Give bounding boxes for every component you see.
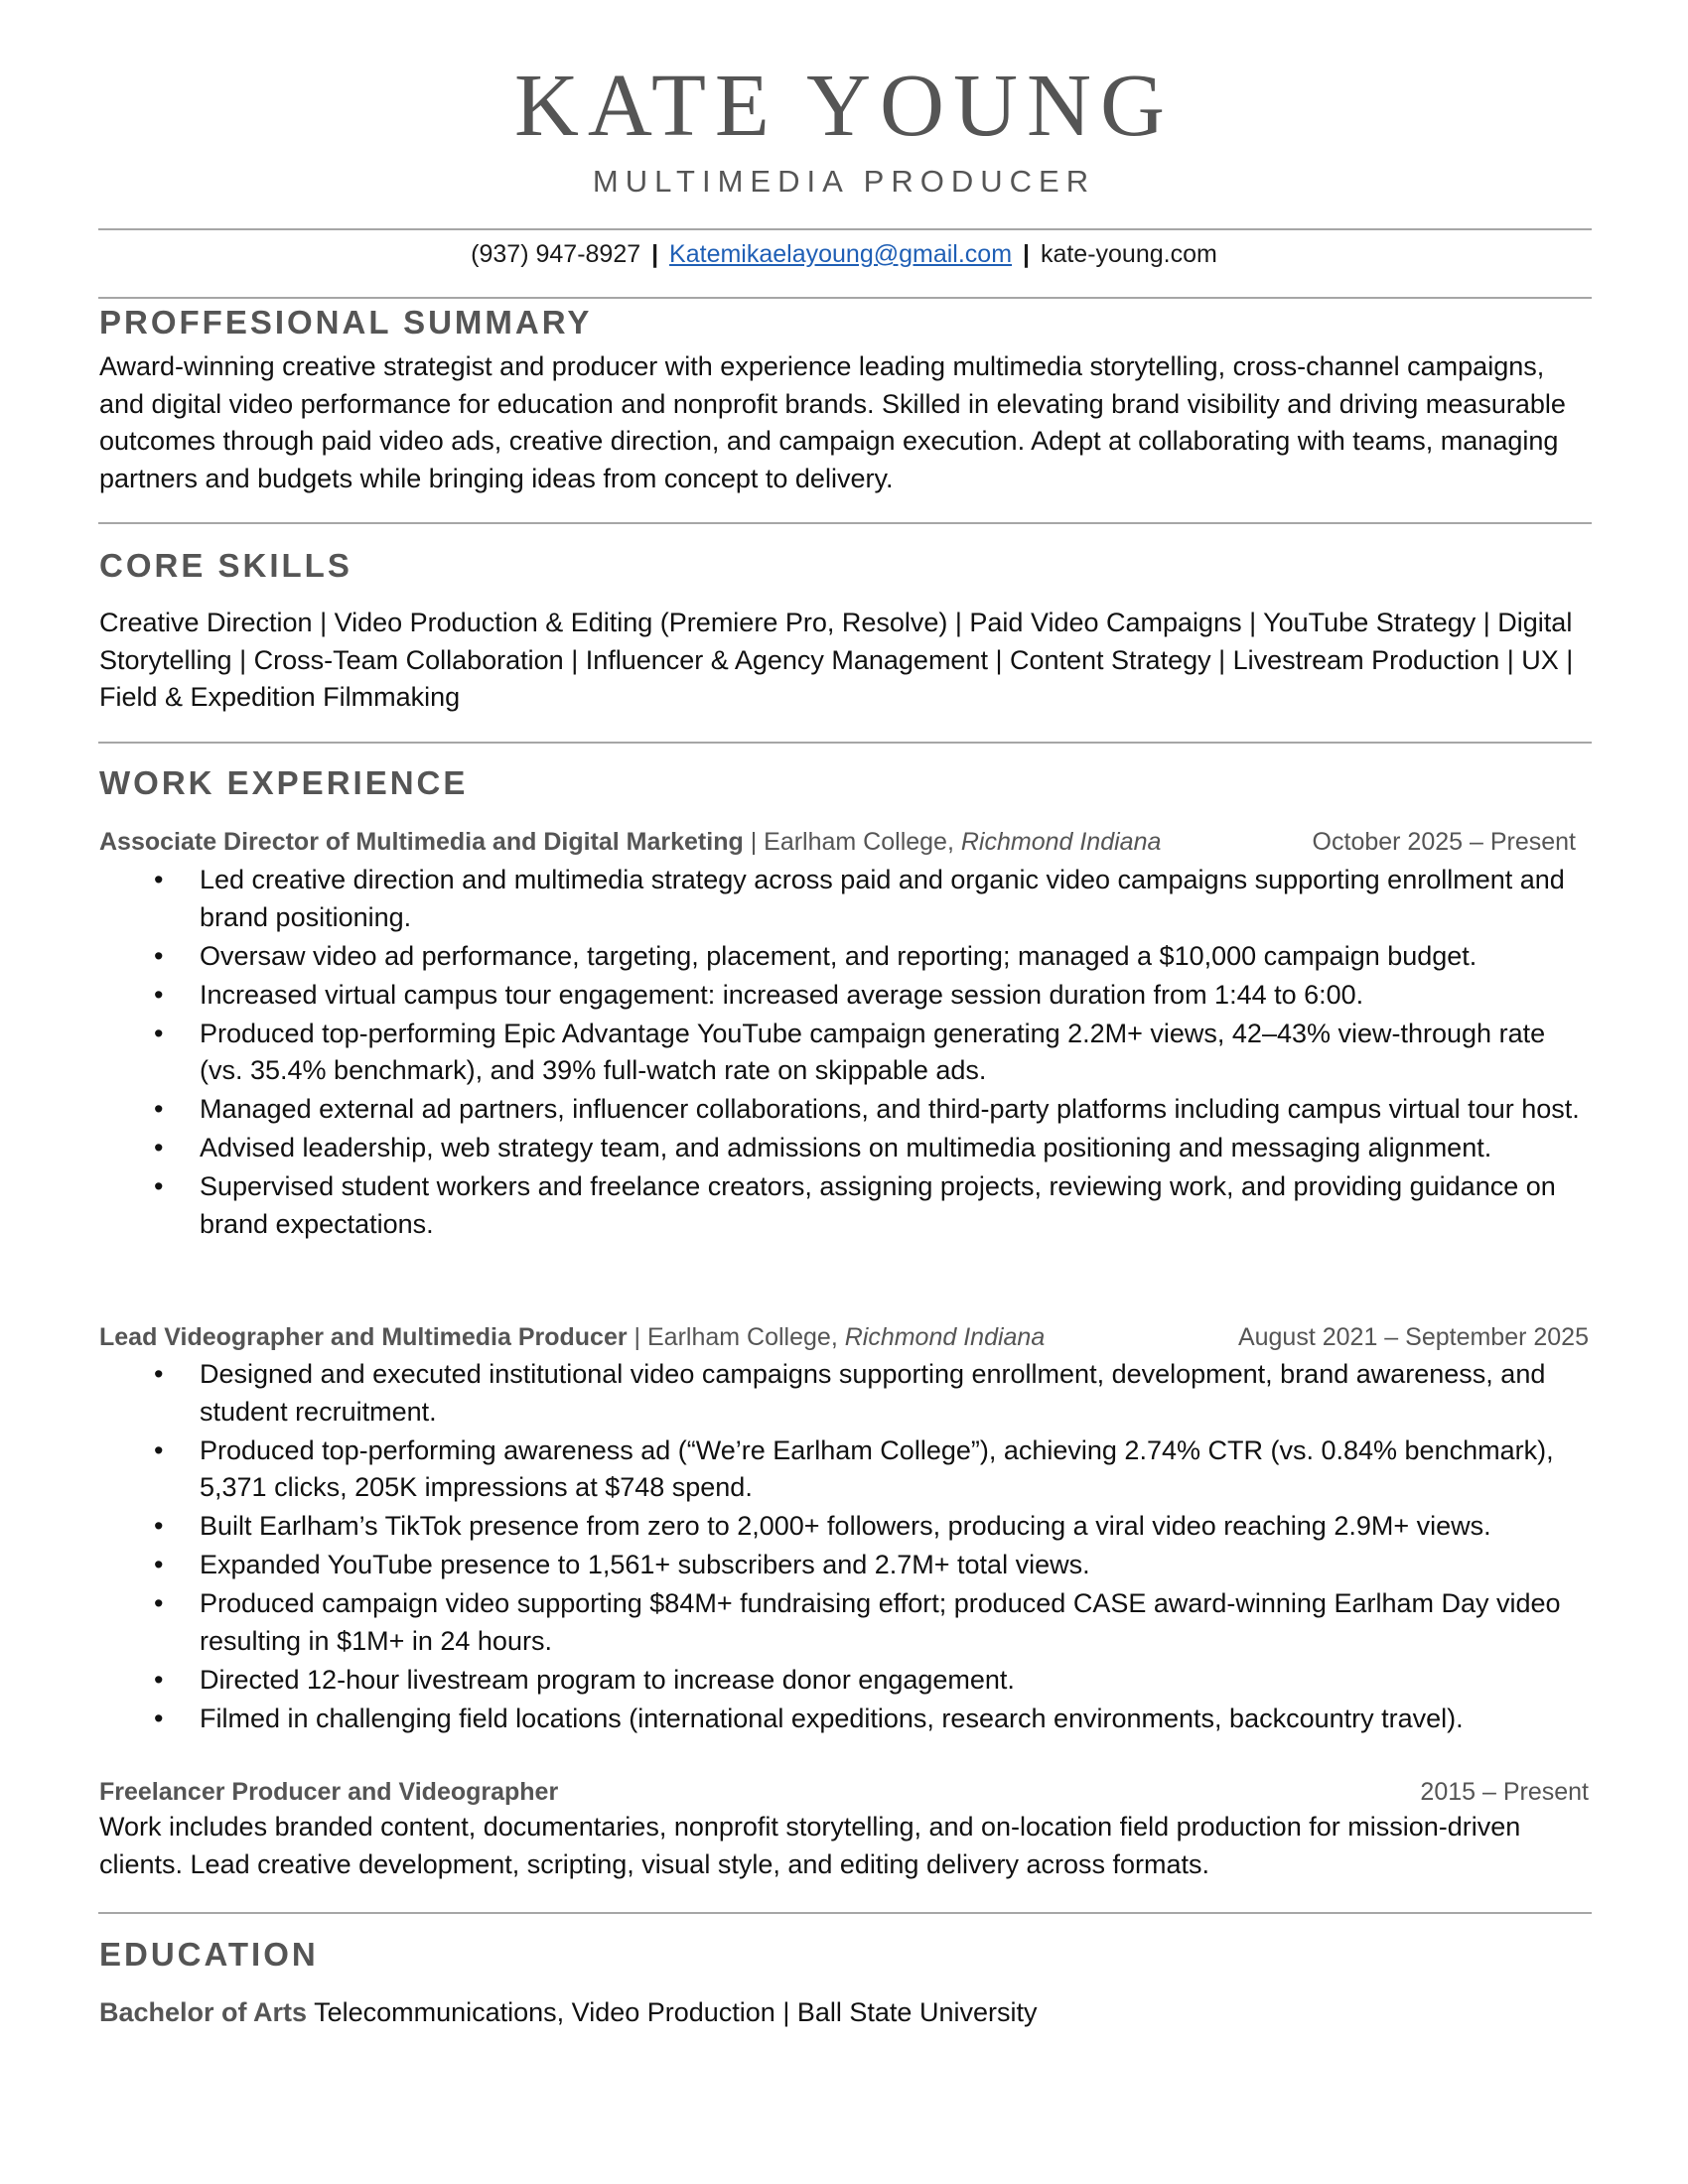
job-organization: Earlham College,: [647, 1323, 838, 1351]
education-entry: [99, 1997, 1037, 2028]
summary-text: Award-winning creative strategist and producer with experience leading multimedia storytelling, cross-channel campaigns, and digital video performance for education and nonprofit brands. Skilled in elevating brand visibility and driving measurable outcomes through paid video ads, creative direction, and campaign execution. Adept at collaborating with teams, managing partners and budgets while bringing ideas from concept to delivery.: [99, 351, 1566, 493]
job-dates: August 2021 – September 2025: [1237, 1323, 1589, 1351]
job-bullets: [99, 1356, 1594, 1739]
summary-heading: PROFFESIONAL SUMMARY: [99, 304, 593, 341]
job-description: Work includes branded content, documentaries, nonprofit storytelling, and on-location field production for mission-driven clients. Lead creative development, scripting, visual style, and editing delivery across formats.: [99, 1812, 1521, 1879]
job-title: Associate Director of Multimedia and Digital Marketing: [99, 828, 744, 856]
job-header: [99, 1778, 1589, 1812]
job-location: Richmond Indiana: [960, 828, 1162, 856]
email-link[interactable]: Katemikaelayoung@gmail.com: [669, 240, 1013, 268]
list-item: • Led creative direction and multimedia strategy across paid and organic video campaigns supporting enrollment and brand positioning.: [99, 862, 1594, 936]
list-item: • Designed and executed institutional video campaigns supporting enrollment, development, brand awareness, and student recruitment.: [99, 1356, 1594, 1431]
bullet-icon: •: [154, 940, 164, 971]
contact-separator: |: [651, 240, 659, 268]
list-item: • Directed 12-hour livestream program to increase donor engagement.: [99, 1662, 1594, 1700]
bullet-icon: •: [154, 1511, 164, 1541]
divider: [98, 1912, 1592, 1914]
bullet-icon: •: [154, 1434, 164, 1465]
list-item: • Produced top-performing awareness ad (“We’re Earlham College”), achieving 2.74% CTR (vs. 0.84% benchmark), 5,371 clicks, 205K impressions at $748 spend.: [99, 1433, 1594, 1507]
job-title: Lead Videographer and Multimedia Producer: [99, 1323, 628, 1351]
skills-heading: CORE SKILLS: [99, 547, 352, 584]
bullet-icon: •: [154, 1359, 164, 1389]
job-title: Freelancer Producer and Videographer: [99, 1778, 559, 1806]
divider: [98, 742, 1592, 744]
job-dates: 2015 – Present: [1420, 1778, 1589, 1806]
job-separator: |: [750, 828, 758, 856]
job-organization: Earlham College,: [764, 828, 954, 856]
divider: [98, 297, 1592, 299]
education-heading: EDUCATION: [99, 1936, 319, 1973]
bullet-icon: •: [154, 1588, 164, 1618]
degree: Bachelor of Arts: [99, 1997, 308, 2027]
divider: [98, 522, 1592, 524]
job-bullets: [99, 862, 1594, 1245]
list-item: • Produced top-performing Epic Advantage YouTube campaign generating 2.2M+ views, 42–43% view-through rate (vs. 35.4% benchmark), and 39% full-watch rate on skippable ads.: [99, 1016, 1594, 1090]
school-name: Ball State University: [796, 1997, 1038, 2027]
contact-line: [0, 240, 1688, 269]
list-item: • Oversaw video ad performance, targeting, placement, and reporting; managed a $10,000 campaign budget.: [99, 938, 1594, 976]
candidate-name: KATE YOUNG: [513, 57, 1175, 155]
list-item: • Filmed in challenging field locations (international expeditions, research environments, backcountry travel).: [99, 1701, 1594, 1738]
list-item: • Expanded YouTube presence to 1,561+ subscribers and 2.7M+ total views.: [99, 1547, 1594, 1584]
job-header: [99, 1323, 1589, 1357]
skills-text: Creative Direction | Video Production & Editing (Premiere Pro, Resolve) | Paid Video Campaigns | YouTube Strategy | Digital Storytelling | Cross-Team Collaboration | Influencer & Agency Management | Content Strategy | Livestream Production | UX | Field & Expedition Filmmaking: [99, 608, 1574, 712]
list-item: • Advised leadership, web strategy team, and admissions on multimedia positioning and messaging alignment.: [99, 1130, 1594, 1167]
bullet-icon: •: [154, 979, 164, 1010]
bullet-icon: •: [154, 1094, 164, 1124]
bullet-icon: •: [154, 1703, 164, 1733]
list-item: • Increased virtual campus tour engagement: increased average session duration from 1:44 to 6:00.: [99, 977, 1594, 1015]
education-separator: |: [782, 1997, 790, 2027]
bullet-icon: •: [154, 1133, 164, 1162]
contact-separator: |: [1022, 240, 1030, 268]
bullet-icon: •: [154, 1550, 164, 1579]
list-item: • Managed external ad partners, influencer collaborations, and third-party platforms including campus virtual tour host.: [99, 1091, 1594, 1129]
job-separator: |: [633, 1323, 641, 1351]
bullet-icon: •: [154, 1664, 164, 1695]
job-dates: October 2025 – Present: [1312, 828, 1576, 856]
bullet-icon: •: [154, 1171, 164, 1201]
list-item: • Supervised student workers and freelance creators, assigning projects, reviewing work, and providing guidance on brand expectations.: [99, 1168, 1594, 1243]
candidate-title: MULTIMEDIA PRODUCER: [592, 164, 1096, 199]
bullet-icon: •: [154, 1018, 164, 1048]
bullet-icon: •: [154, 865, 164, 894]
field-of-study: Telecommunications, Video Production: [314, 1997, 775, 2027]
job-header: [99, 828, 1576, 862]
phone-number: (937) 947-8927: [471, 240, 641, 268]
list-item: • Built Earlham’s TikTok presence from zero to 2,000+ followers, producing a viral video reaching 2.9M+ views.: [99, 1508, 1594, 1546]
experience-heading: WORK EXPERIENCE: [99, 764, 469, 801]
divider: [98, 228, 1592, 230]
list-item: • Produced campaign video supporting $84M+ fundraising effort; produced CASE award-winning Earlham Day video resulting in $1M+ in 24 hours.: [99, 1585, 1594, 1660]
website-link[interactable]: kate-young.com: [1040, 240, 1217, 268]
job-location: Richmond Indiana: [844, 1323, 1046, 1351]
